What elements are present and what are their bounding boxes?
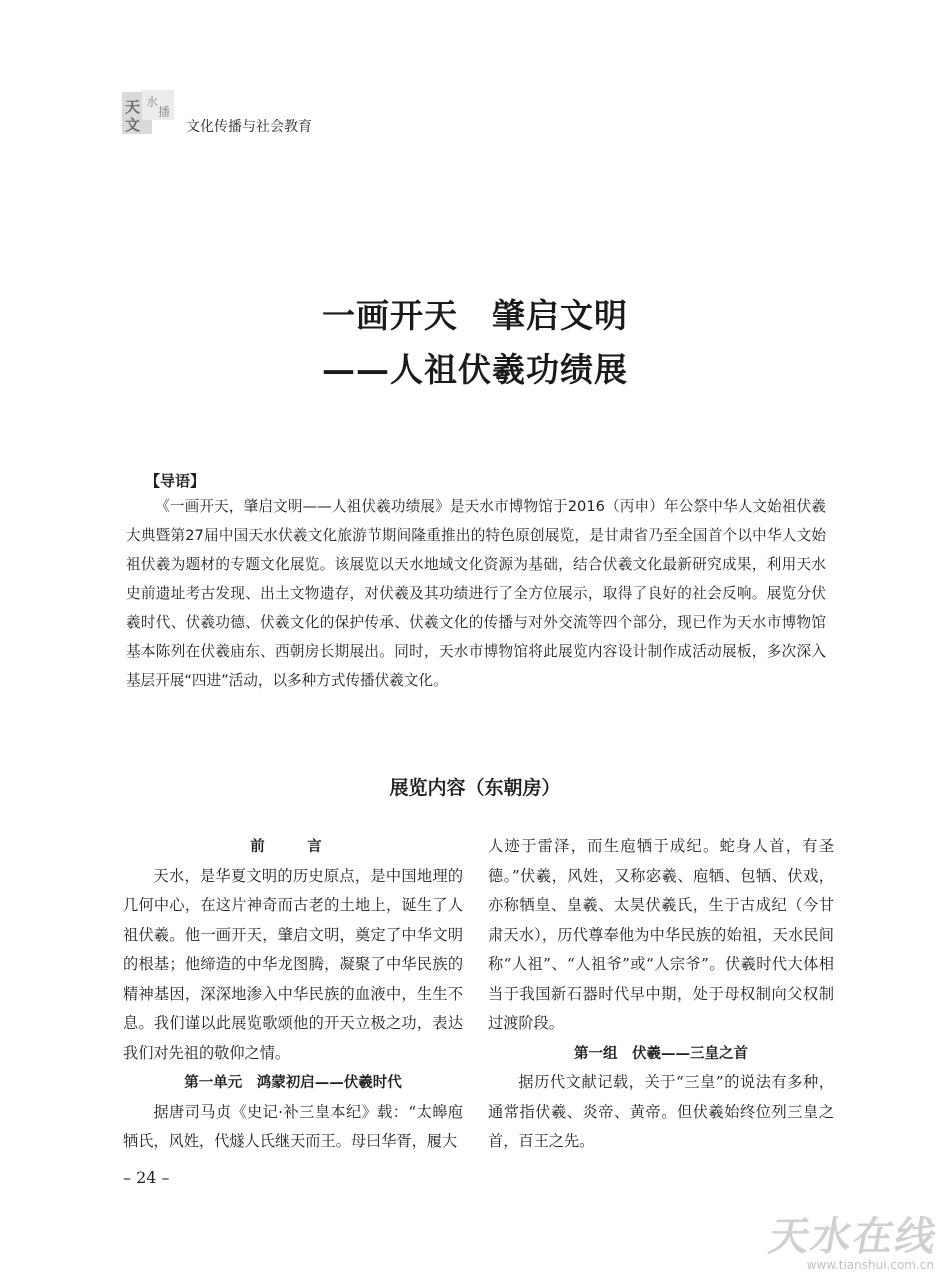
svg-text:水: 水 xyxy=(146,95,159,109)
page-number: – 24 – xyxy=(123,1168,170,1187)
watermark-logo: 天水在线 xyxy=(765,1213,942,1260)
left-column xyxy=(123,832,463,1157)
svg-text:文: 文 xyxy=(125,116,141,134)
group-heading: 第一组 伏羲——三皇之首 xyxy=(574,1044,748,1062)
watermark-url: www.tianshui.com.cn xyxy=(806,1258,934,1272)
section-label: 文化传播与社会教育 xyxy=(186,119,312,135)
guide-label: 【导语】 xyxy=(145,472,206,490)
publication-logo xyxy=(120,88,176,138)
guide-paragraph: 《一画开天，肇启文明——人祖伏羲功绩展》是天水市博物馆于2016（丙申）年公祭中华人文始祖伏羲大典暨第27届中国天水伏羲文化旅游节期间隆重推出的特色原创展览，是甘肃省乃至全国首个以中华人文始祖伏羲为题材的专题文化展览。该展览以天水地域文化资源为基础，结合伏羲文化最新研究成果，利用天水史前遗址考古发现、出土文物遗存，对伏羲及其功绩进行了全方位展示，取得了良好的社会反响。展览分伏羲时代、伏羲功德、伏羲文化的保护传承、伏羲文化的传播与对外交流等四个部分，现已作为天水市博物馆基本陈列在伏羲庙东、西朝房长期展出。同时，天水市博物馆将此展览内容设计制作成活动展板，多次深入基层开展“四进”活动，以多种方式传播伏羲文化。 xyxy=(126,498,826,689)
unit-heading: 第一单元 鸿蒙初启——伏羲时代 xyxy=(184,1074,402,1091)
svg-text:播: 播 xyxy=(158,105,171,119)
unit-paragraph: 据唐司马贞《史记·补三皇本纪》载：“太皞庖牺氏，风姓，代燧人氏继天而王。母曰华胥，履大 xyxy=(123,1102,463,1150)
group-paragraph: 据历代文献记载，关于“三皇”的说法有多种，通常指伏羲、炎帝、黄帝。但伏羲始终位列三皇之首，百王之先。 xyxy=(488,1073,834,1150)
svg-text:天: 天 xyxy=(125,98,141,116)
right-column xyxy=(488,832,834,1157)
continued-paragraph: 人迹于雷泽，而生庖牺于成纪。蛇身人首，有圣德。”伏羲，风姓，又称宓羲、庖牺、包牺、伏戏，亦称牺皇、皇羲、太昊伏羲氏，生于古成纪（今甘肃天水），历代尊奉他为中华民族的始祖，天水民间称“人祖”、“人祖爷”或“人宗爷”。伏羲时代大体相当于我国新石器时代早中期，处于母权制向父权制过渡阶段。 xyxy=(488,837,834,1032)
article-title: 一画开天 肇启文明 xyxy=(322,296,628,335)
exhibit-heading: 展览内容（东朝房） xyxy=(389,777,561,799)
preface-paragraph: 天水，是华夏文明的历史原点，是中国地理的几何中心，在这片神奇而古老的土地上，诞生了人祖伏羲。他一画开天，肇启文明，奠定了中华文明的根基；他缔造的中华龙图腾，凝聚了中华民族的精神基因，深深地渗入中华民族的血液中，生生不息。我们谨以此展览歌颂他的开天立极之功，表达我们对先祖的敬仰之情。 xyxy=(123,866,463,1062)
article-subtitle: ——人祖伏羲功绩展 xyxy=(322,350,628,389)
preface-heading: 前 言 xyxy=(250,838,336,855)
